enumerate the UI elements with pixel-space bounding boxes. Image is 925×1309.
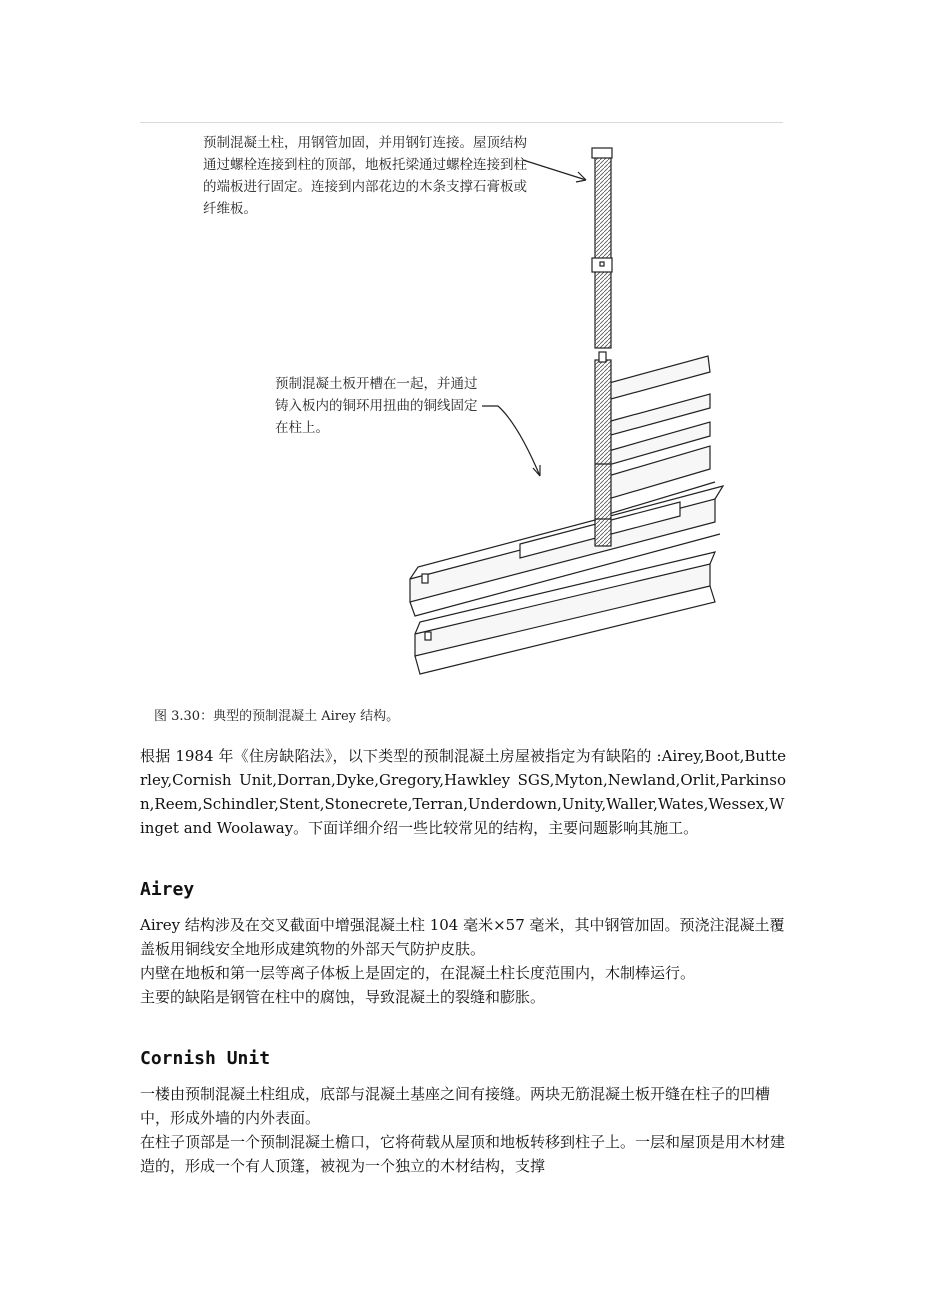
callout-slab: 预制混凝土板开槽在一起，并通过铸入板内的铜环用扭曲的铜线固定在柱上。	[275, 376, 478, 436]
airey-paragraph-2: 内壁在地板和第一层等离子体板上是固定的，在混凝土柱长度范围内，木制棒运行。	[140, 964, 696, 982]
callout-column: 预制混凝土柱，用钢管加固，并用钢钉连接。屋顶结构通过螺栓连接到柱的顶部，地板托梁通过螺栓连接到柱的端板进行固定。连接到内部花边的木条支撑石膏板或纤维板。	[203, 135, 527, 217]
top-divider	[140, 122, 783, 123]
section-heading-cornish-unit: Cornish Unit	[140, 1048, 271, 1069]
intro-paragraph: 根据 1984 年《住房缺陷法》，以下类型的预制混凝土房屋被指定为有缺陷的 :Airey,Boot,Butterley,Cornish Unit,Dorran,Dyke,Gregory,Hawkley SGS,Myton,Newland,Orlit,Parkinson,Reem,Schindler,Stent,Stonecrete,Terran,Underdown,Unity,Waller,Wates,Wessex,Winget and Woolaway。下面详细介绍一些比较常见的结构，主要问题影响其施工。	[140, 747, 786, 837]
cornish-section-body	[140, 1082, 786, 1178]
section-heading-airey: Airey	[140, 879, 195, 900]
airey-paragraph-3: 主要的缺陷是钢管在柱中的腐蚀，导致混凝土的裂缝和膨胀。	[140, 988, 546, 1006]
airey-paragraph-1: Airey 结构涉及在交叉截面中增强混凝土柱 104 毫米×57 毫米，其中钢管加固。预浇注混凝土覆盖板用铜线安全地形成建筑物的外部天气防护皮肤。	[140, 916, 785, 958]
cornish-paragraph-1: 一楼由预制混凝土柱组成，底部与混凝土基座之间有接缝。两块无筋混凝土板开缝在柱子的凹槽中，形成外墙的内外表面。	[140, 1085, 771, 1127]
cornish-paragraph-2: 在柱子顶部是一个预制混凝土檐口，它将荷载从屋顶和地板转移到柱子上。一层和屋顶是用木材建造的，形成一个有人顶篷，被视为一个独立的木材结构，支撑	[140, 1133, 786, 1175]
airey-section-body	[140, 913, 786, 1009]
figure-caption: 图 3.30：典型的预制混凝土 Airey 结构。	[154, 709, 400, 724]
